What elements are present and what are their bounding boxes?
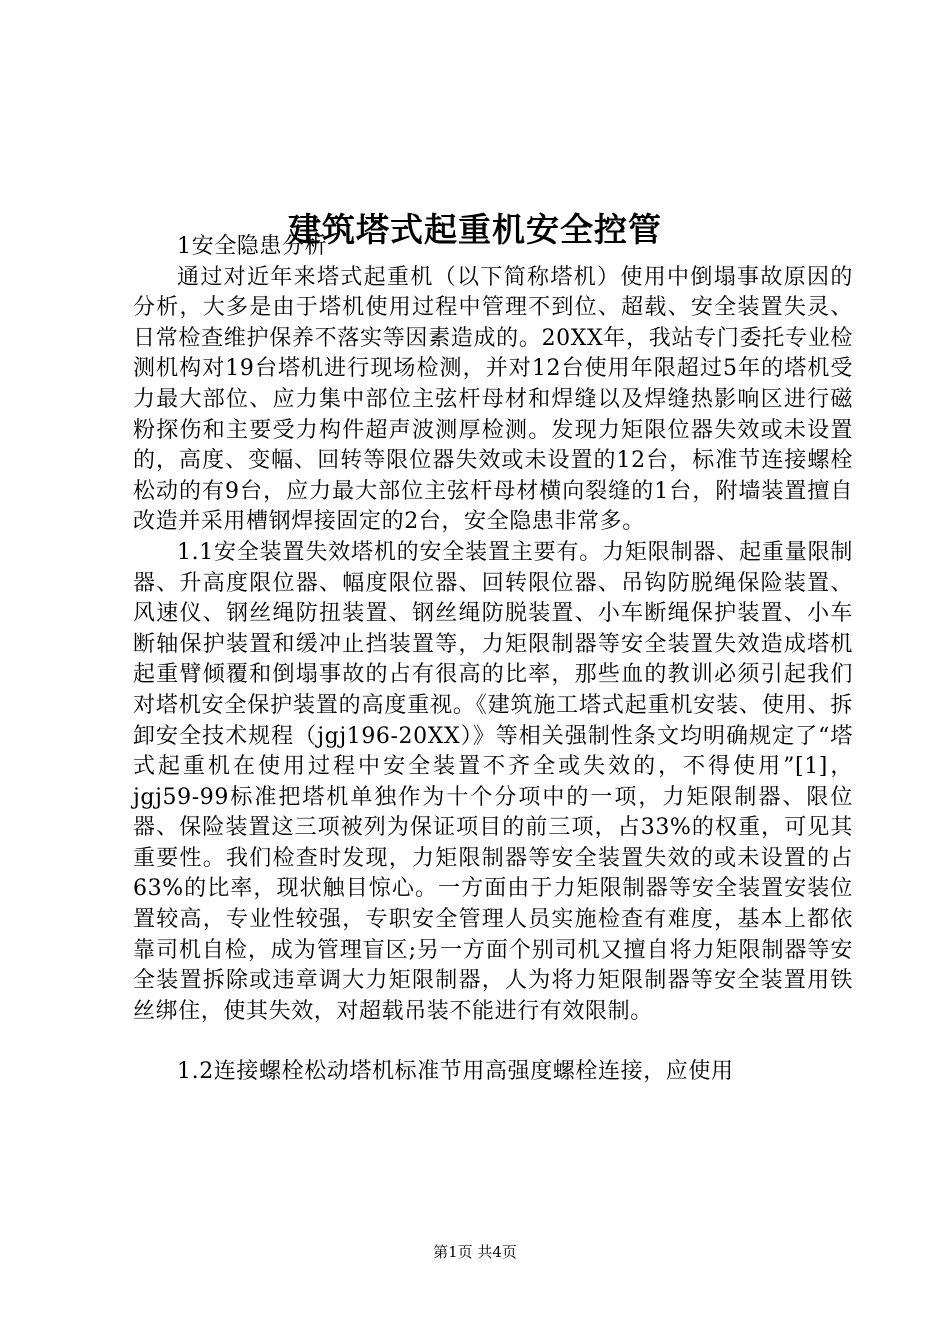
page-footer: 第1页 共4页 [433,1243,517,1261]
paragraph-analysis: 通过对近年来塔式起重机（以下简称塔机）使用中倒塌事故原因的分析，大多是由于塔机使用过程中管理不到位、超载、安全装置失灵、日常检查维护保养不落实等因素造成的。20XX年，我站专门委托专业检测机构对19台塔机进行现场检测，并对12台使用年限超过5年的塔机受力最大部位、应力集中部位主弦杆母材和焊缝以及焊缝热影响区进行磁粉探伤和主要受力构件超声波测厚检测。发现力矩限位器失效或未设置的，高度、变幅、回转等限位器失效或未设置的12台，标准节连接螺栓松动的有9台，应力最大部位主弦杆母材横向裂缝的1台，附墙装置擅自改造并采用槽钢焊接固定的2台，安全隐患非常多。 [133,264,853,535]
page-title: 建筑塔式起重机安全控管 [288,210,662,250]
paragraph-safety-devices: 1.1安全装置失效塔机的安全装置主要有。力矩限制器、起重量限制器、升高度限位器、幅度限位器、回转限位器、吊钩防脱绳保险装置、风速仪、钢丝绳防扭装置、钢丝绳防脱装置、小车断绳保护装置、小车断轴保护装置和缓冲止挡装置等，力矩限制器等安全装置失效造成塔机起重臂倾覆和倒塌事故的占有很高的比率，那些血的教训必须引起我们对塔机安全保护装置的高度重视。《建筑施工塔式起重机安装、使用、拆卸安全技术规程（jgj196-20XX）》等相关强制性条文均明确规定了“塔式起重机在使用过程中安全装置不齐全或失效的，不得使用”[1]，jgj59-99标准把塔机单独作为十个分项中的一项，力矩限制器、限位器、保险装置这三项被列为保证项目的前三项，占33%的权重，可见其重要性。我们检查时发现，力矩限制器等安全装置失效的或未设置的占63%的比率，现状触目惊心。一方面由于力矩限制器等安全装置安装位置较高，专业性较强，专职安全管理人员实施检查有难度，基本上都依靠司机自检，成为管理盲区;另一方面个别司机又擅自将力矩限制器等安全装置拆除或违章调大力矩限制器，人为将力矩限制器等安全装置用铁丝绑住，使其失效，对超载吊装不能进行有效限制。 [133,539,853,1024]
paragraph-bolt-loosening: 1.2连接螺栓松动塔机标准节用高强度螺栓连接，应使用 [177,1059,734,1085]
section-heading-1: 1安全隐患分析 [177,234,328,259]
document-body [133,232,853,1088]
